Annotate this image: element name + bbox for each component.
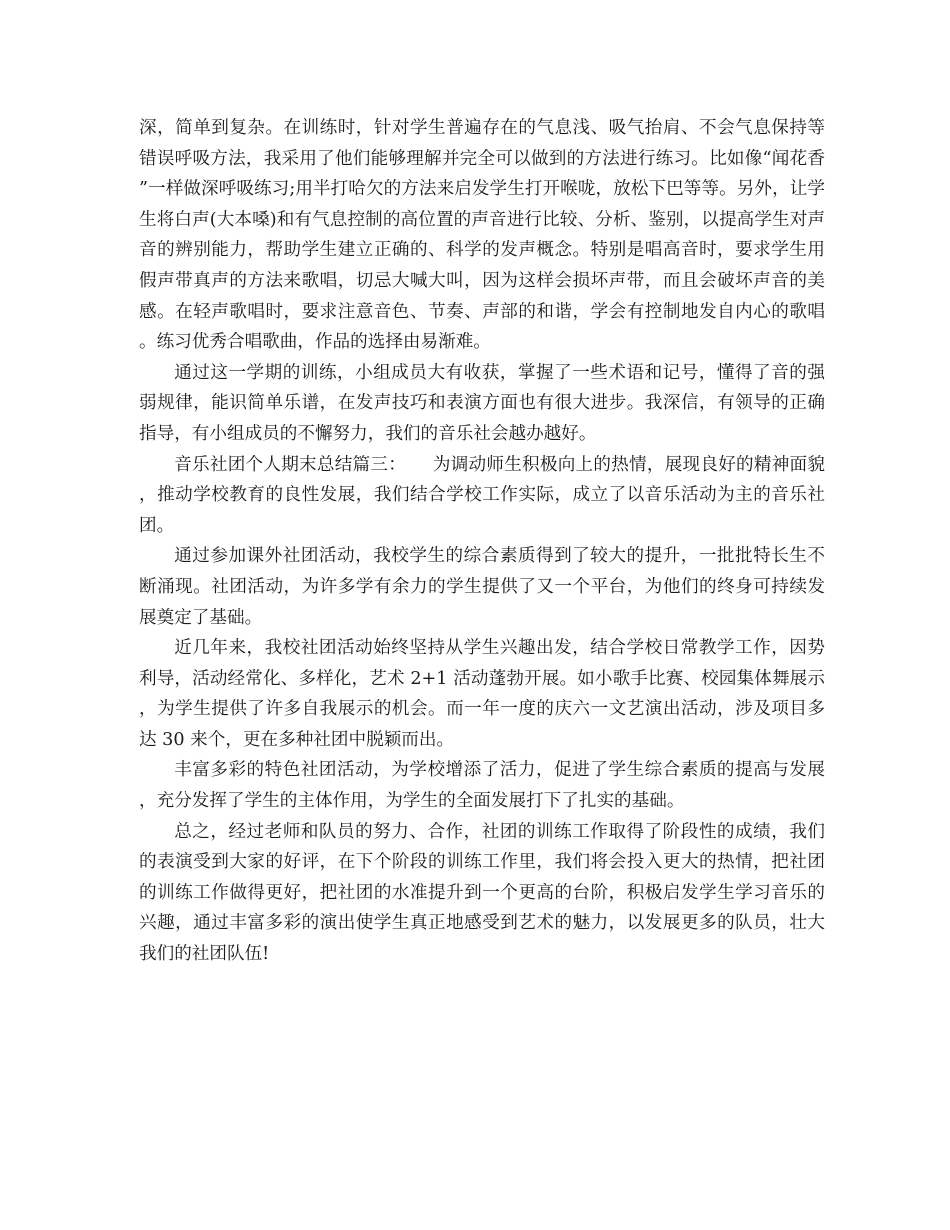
paragraph-recent-years: 近几年来，我校社团活动始终坚持从学生兴趣出发，结合学校日常教学工作，因势利导，活动经常化、多样化，艺术 2+1 活动蓬勃开展。如小歌手比赛、校园集体舞展示，为学生提供了许多自我展示的机会。而一年一度的庆六一文艺演出活动，涉及项目多达 30 来个，更在多种社团中脱颖而出。 (139, 638, 825, 750)
paragraph-part-three-intro: 音乐社团个人期末总结篇三： 为调动师生积极向上的热情，展现良好的精神面貌，推动学校教育的良性发展，我们结合学校工作实际，成立了以音乐活动为主的音乐社团。 (139, 454, 825, 536)
paragraph-training-results: 通过这一学期的训练，小组成员大有收获，掌握了一些术语和记号，懂得了音的强弱规律，能识简单乐谱，在发声技巧和表演方面也有很大进步。我深信，有领导的正确指导，有小组成员的不懈努力，我们的音乐社会越办越好。 (139, 362, 825, 444)
paragraph-featured-activities: 丰富多彩的特色社团活动，为学校增添了活力，促进了学生综合素质的提高与发展，充分发挥了学生的主体作用，为学生的全面发展打下了扎实的基础。 (139, 760, 825, 812)
paragraph-conclusion: 总之，经过老师和队员的努力、合作，社团的训练工作取得了阶段性的成绩，我们的表演受到大家的好评，在下个阶段的训练工作里，我们将会投入更大的热情，把社团的训练工作做得更好，把社团的水准提升到一个更高的台阶，积极启发学生学习音乐的兴趣，通过丰富多彩的演出使学生真正地感受到艺术的魅力，以发展更多的队员，壮大我们的社团队伍! (139, 821, 825, 965)
paragraph-extracurricular: 通过参加课外社团活动，我校学生的综合素质得到了较大的提升，一批批特长生不断涌现。社团活动，为许多学有余力的学生提供了又一个平台，为他们的终身可持续发展奠定了基础。 (139, 546, 825, 628)
document-body (139, 113, 825, 970)
paragraph-continuation: 深，简单到复杂。在训练时，针对学生普遍存在的气息浅、吸气抬肩、不会气息保持等错误呼吸方法，我采用了他们能够理解并完全可以做到的方法进行练习。比如像“闻花香”一样做深呼吸练习;用半打哈欠的方法来启发学生打开喉咙，放松下巴等等。另外，让学生将白声(大本嗓)和有气息控制的高位置的声音进行比较、分析、鉴别，以提高学生对声音的辨别能力，帮助学生建立正确的、科学的发声概念。特别是唱高音时，要求学生用假声带真声的方法来歌唱，切忌大喊大叫，因为这样会损坏声带，而且会破坏声音的美感。在轻声歌唱时，要求注意音色、节奏、声部的和谐，学会有控制地发自内心的歌唱。练习优秀合唱歌曲，作品的选择由易渐难。 (139, 118, 825, 353)
